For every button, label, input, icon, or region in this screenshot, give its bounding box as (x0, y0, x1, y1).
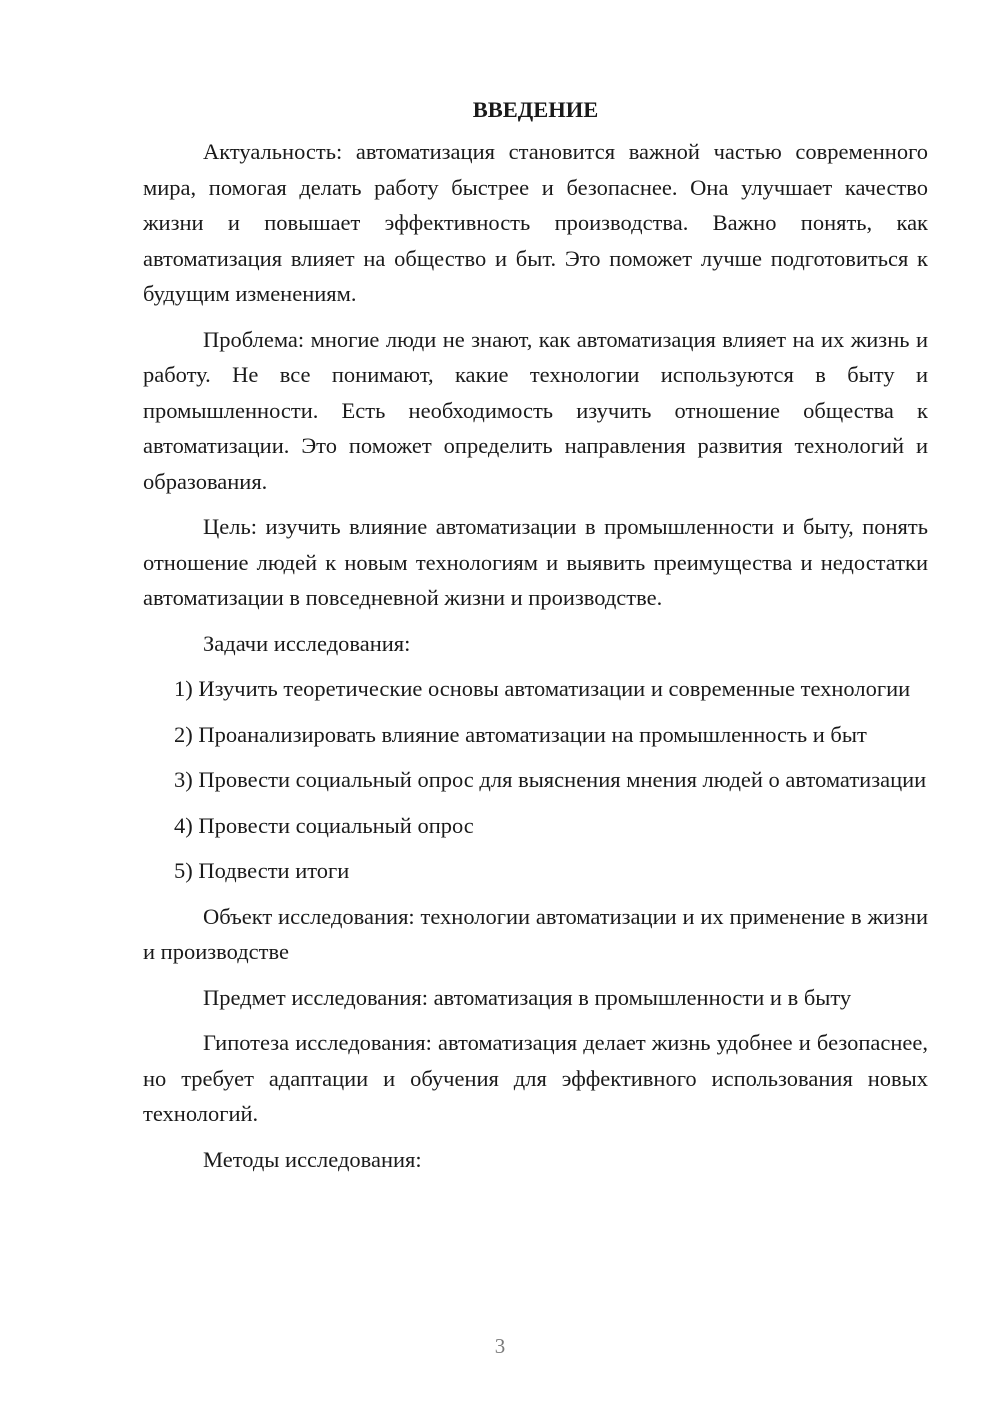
task-item-2: 2) Проанализировать влияние автоматизации на промышленность и быт (174, 721, 867, 747)
hypothesis-paragraph: Гипотеза исследования: автоматизация делает жизнь удобнее и безопаснее, но требует адаптации и обучения для эффективного использования новых технологий. (143, 1030, 928, 1126)
subject-paragraph: Предмет исследования: автоматизация в промышленности и в быту (203, 984, 852, 1010)
document-page (143, 92, 928, 1187)
task-item-5: 5) Подвести итоги (174, 858, 350, 883)
task-item-3: 3) Провести социальный опрос для выяснения мнения людей о автоматизации (174, 767, 927, 792)
relevance-paragraph: Актуальность: автоматизация становится важной частью современного мира, помогая делать работу быстрее и безопаснее. Она улучшает качество жизни и повышает эффективность производства. Важно понять, как автоматизация влияет на общество и быт. Это поможет лучше подготовиться к будущим изменениям. (143, 139, 928, 306)
page-number: 3 (494, 1334, 506, 1358)
task-item-4: 4) Провести социальный опрос (174, 812, 474, 838)
task-item-1: 1) Изучить теоретические основы автоматизации и современные технологии (174, 676, 911, 701)
goal-paragraph: Цель: изучить влияние автоматизации в промышленности и быту, понять отношение людей к новым технологиям и выявить преимущества и недостатки автоматизации в повседневной жизни и производстве. (143, 514, 928, 610)
section-title: ВВЕДЕНИЕ (472, 97, 599, 122)
tasks-heading: Задачи исследования: (203, 630, 411, 656)
methods-heading: Методы исследования: (203, 1146, 422, 1172)
problem-paragraph: Проблема: многие люди не знают, как автоматизация влияет на их жизнь и работу. Не все понимают, какие технологии используются в быту и промышленности. Есть необходимость изучить отношение общества к автоматизации. Это поможет определить направления развития технологий и образования. (143, 326, 928, 494)
object-paragraph: Объект исследования: технологии автоматизации и их применение в жизни и производстве (143, 903, 928, 964)
